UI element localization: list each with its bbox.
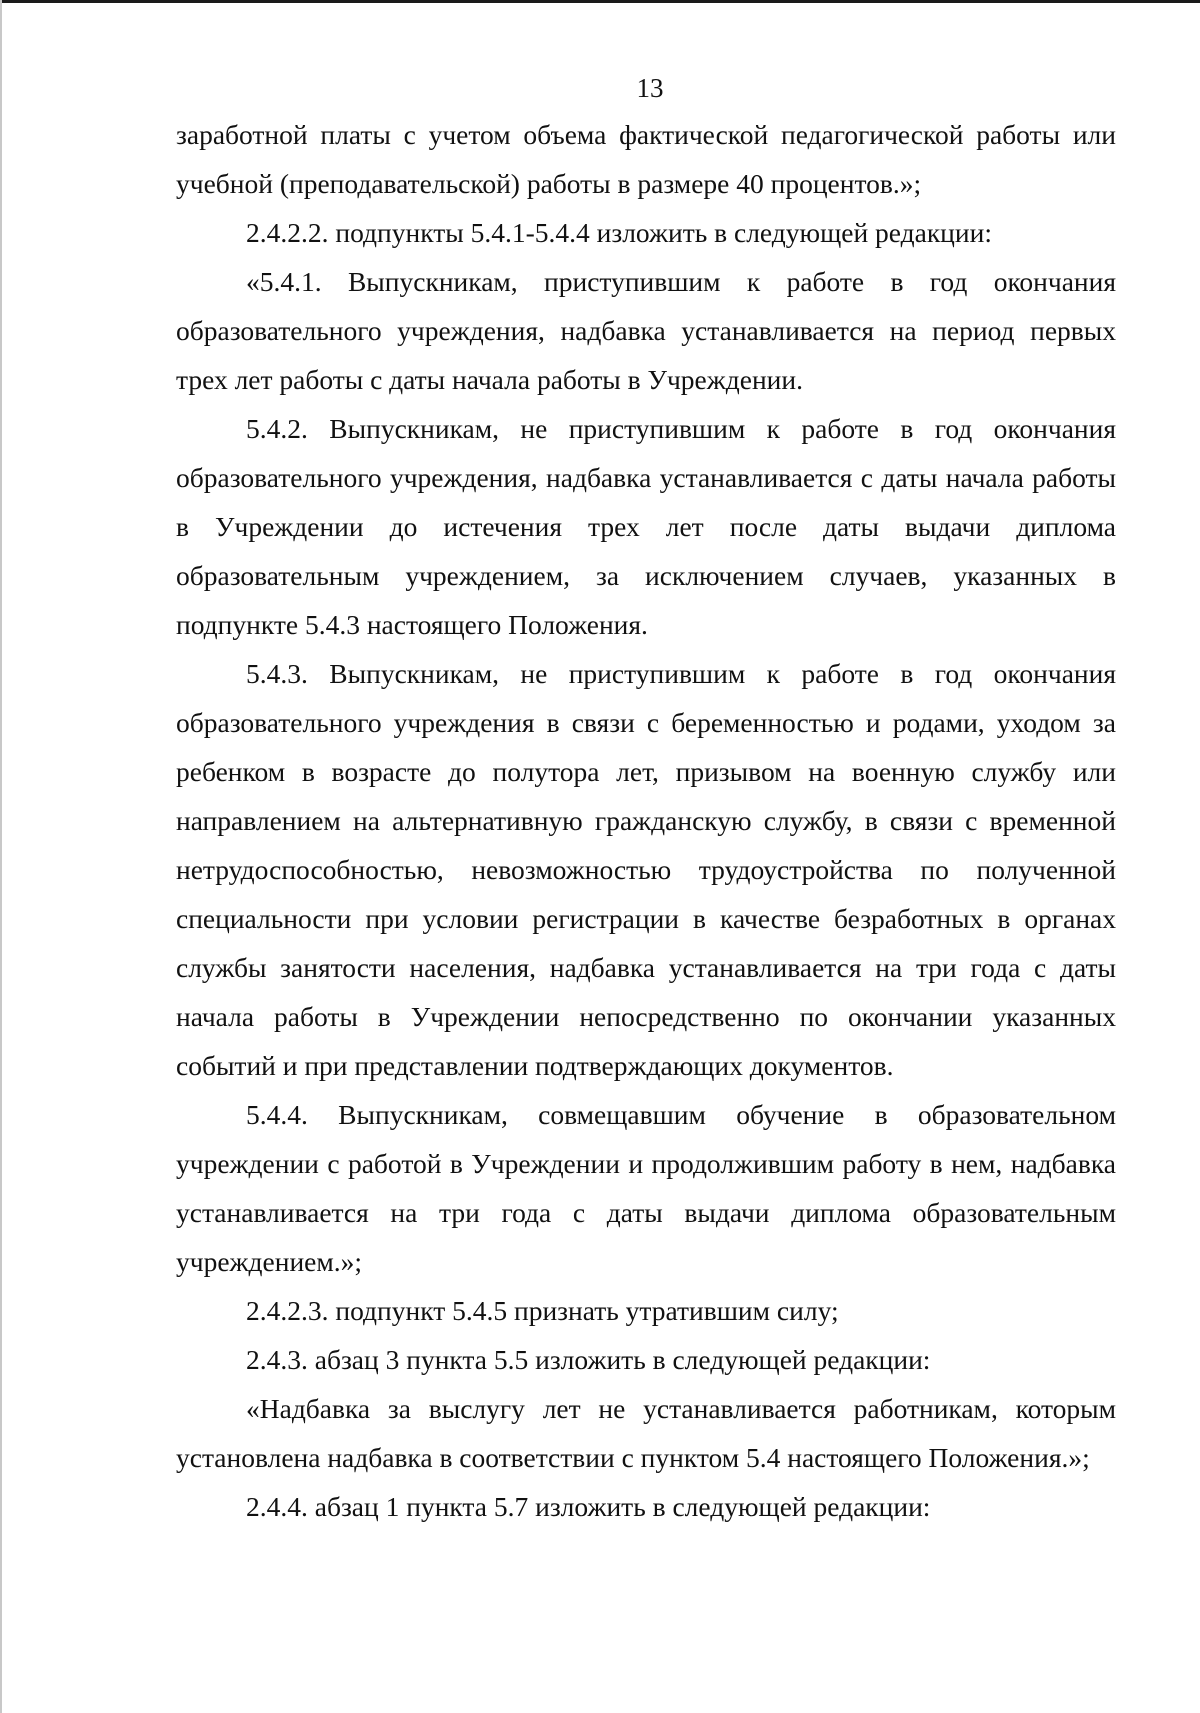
paragraph-salary-continuation: заработной платы с учетом объема фактической педагогической работы или учебной (преподавательской) работы в размере 40 процентов.»;: [176, 119, 1116, 199]
paragraph-seniority-allowance: «Надбавка за выслугу лет не устанавливается работникам, которым установлена надбавка в соответствии с пунктом 5.4 настоящего Положения.»;: [176, 1393, 1116, 1473]
paragraph-2-4-4: 2.4.4. абзац 1 пункта 5.7 изложить в следующей редакции:: [246, 1491, 931, 1522]
paragraph-5-4-3: 5.4.3. Выпускникам, не приступившим к работе в год окончания образовательного учреждения в связи с беременностью и родами, уходом за ребенком в возрасте до полутора лет, призывом на военную службу или направлением на альтернативную гражданскую службу, в связи с временной нетрудоспособностью, невозможностью трудоустройства по полученной специальности при условии регистрации в качестве безработных в органах службы занятости населения, надбавка устанавливается на три года с даты начала работы в Учреждении непосредственно по окончании указанных событий и при представлении подтверждающих документов.: [176, 658, 1116, 1081]
paragraph-2-4-2-2: 2.4.2.2. подпункты 5.4.1-5.4.4 изложить в следующей редакции:: [246, 217, 992, 248]
paragraph-5-4-4: 5.4.4. Выпускникам, совмещавшим обучение в образовательном учреждении с работой в Учреждении и продолжившим работу в нем, надбавка устанавливается на три года с даты выдачи диплома образовательным учреждением.»;: [176, 1099, 1116, 1277]
page-number: 13: [636, 73, 664, 103]
paragraph-5-4-2: 5.4.2. Выпускникам, не приступившим к работе в год окончания образовательного учреждения, надбавка устанавливается с даты начала работы в Учреждении до истечения трех лет после даты выдачи диплома образовательным учреждением, за исключением случаев, указанных в подпункте 5.4.3 настоящего Положения.: [176, 413, 1116, 640]
paragraph-2-4-2-3: 2.4.2.3. подпункт 5.4.5 признать утратившим силу;: [246, 1295, 839, 1326]
scan-top-edge: [0, 0, 1200, 3]
paragraph-5-4-1: «5.4.1. Выпускникам, приступившим к работе в год окончания образовательного учреждения, надбавка устанавливается на период первых трех лет работы с даты начала работы в Учреждении.: [176, 266, 1116, 395]
document-body: [176, 110, 1116, 1531]
paragraph-2-4-3: 2.4.3. абзац 3 пункта 5.5 изложить в следующей редакции:: [246, 1344, 931, 1375]
scan-left-edge: [0, 0, 2, 1713]
